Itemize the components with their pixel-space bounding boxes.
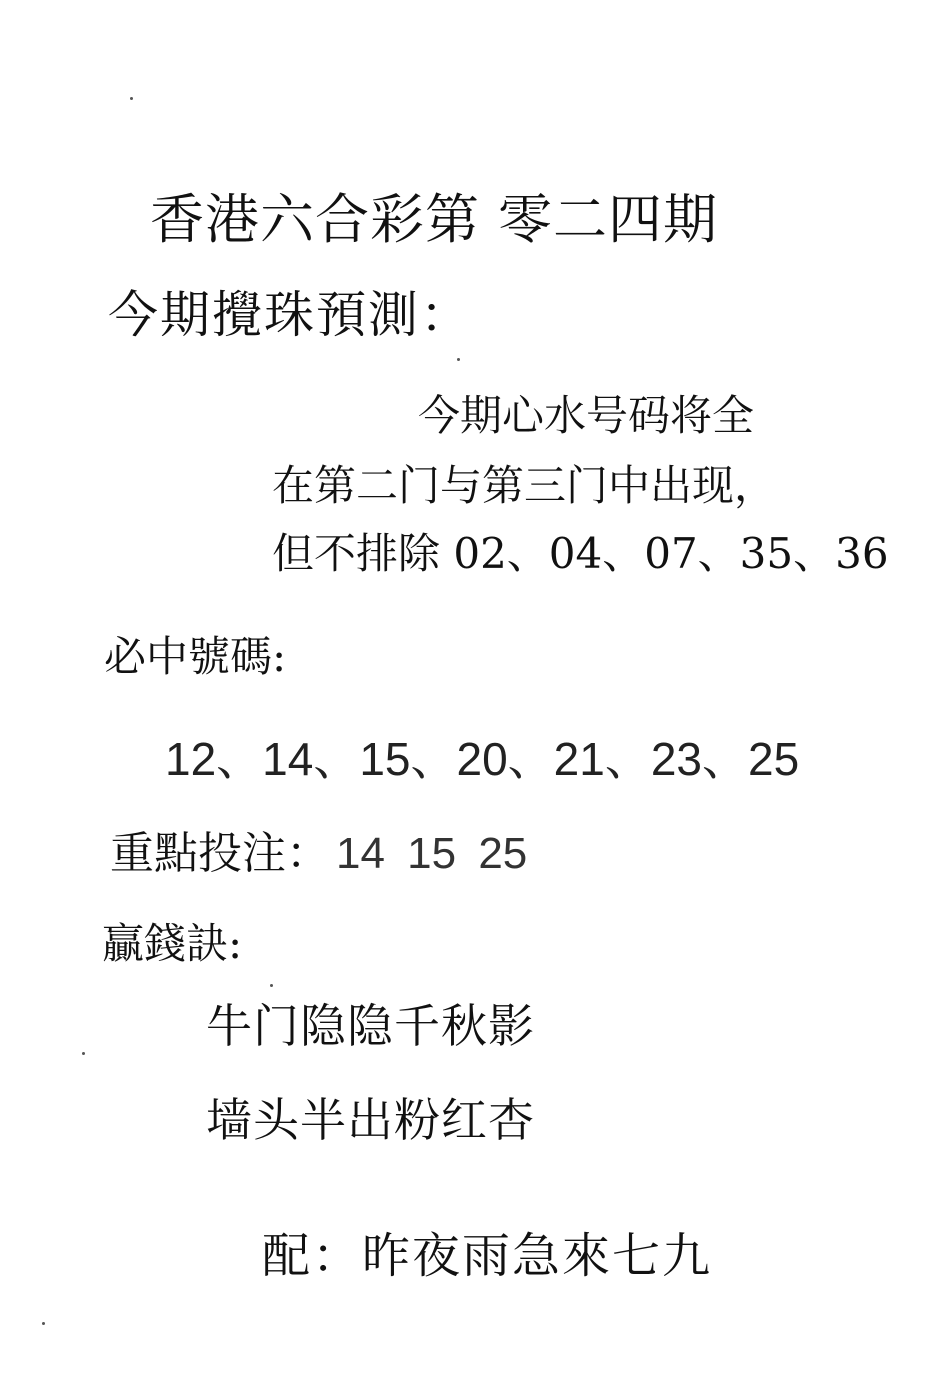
- pairing-line: 配：昨夜雨急來七九: [262, 1228, 713, 1284]
- prediction-line-3: 但不排除 02、04、07、35、36: [272, 529, 889, 578]
- scan-speck: [130, 97, 133, 100]
- prediction-line-2: 在第二门与第三门中出现，: [272, 461, 777, 510]
- scan-speck: [270, 984, 273, 987]
- scan-speck: [42, 1322, 45, 1325]
- issue-number: 零二四期: [498, 188, 718, 251]
- winning-tip-heading: 贏錢訣:: [102, 919, 243, 968]
- focus-bet: [110, 828, 528, 879]
- focus-bet-label: 重點投注：: [110, 828, 330, 879]
- must-win-numbers: 12、14、15、20、21、23、25: [165, 733, 800, 785]
- must-win-heading: 必中號碼:: [104, 632, 287, 681]
- focus-bet-values: 14 15 25: [336, 829, 528, 878]
- page-title: [150, 188, 718, 251]
- prediction-line-1: 今期心水号码将全: [418, 391, 755, 440]
- lottery-name: 香港六合彩第: [150, 188, 480, 251]
- poem-line-2: 墙头半出粉红杏: [206, 1093, 535, 1147]
- scan-speck: [457, 358, 460, 361]
- scan-speck: [82, 1052, 85, 1055]
- poem-line-1: 牛门隐隐千秋影: [206, 999, 535, 1053]
- prediction-heading: 今期攪珠預測：: [108, 286, 472, 344]
